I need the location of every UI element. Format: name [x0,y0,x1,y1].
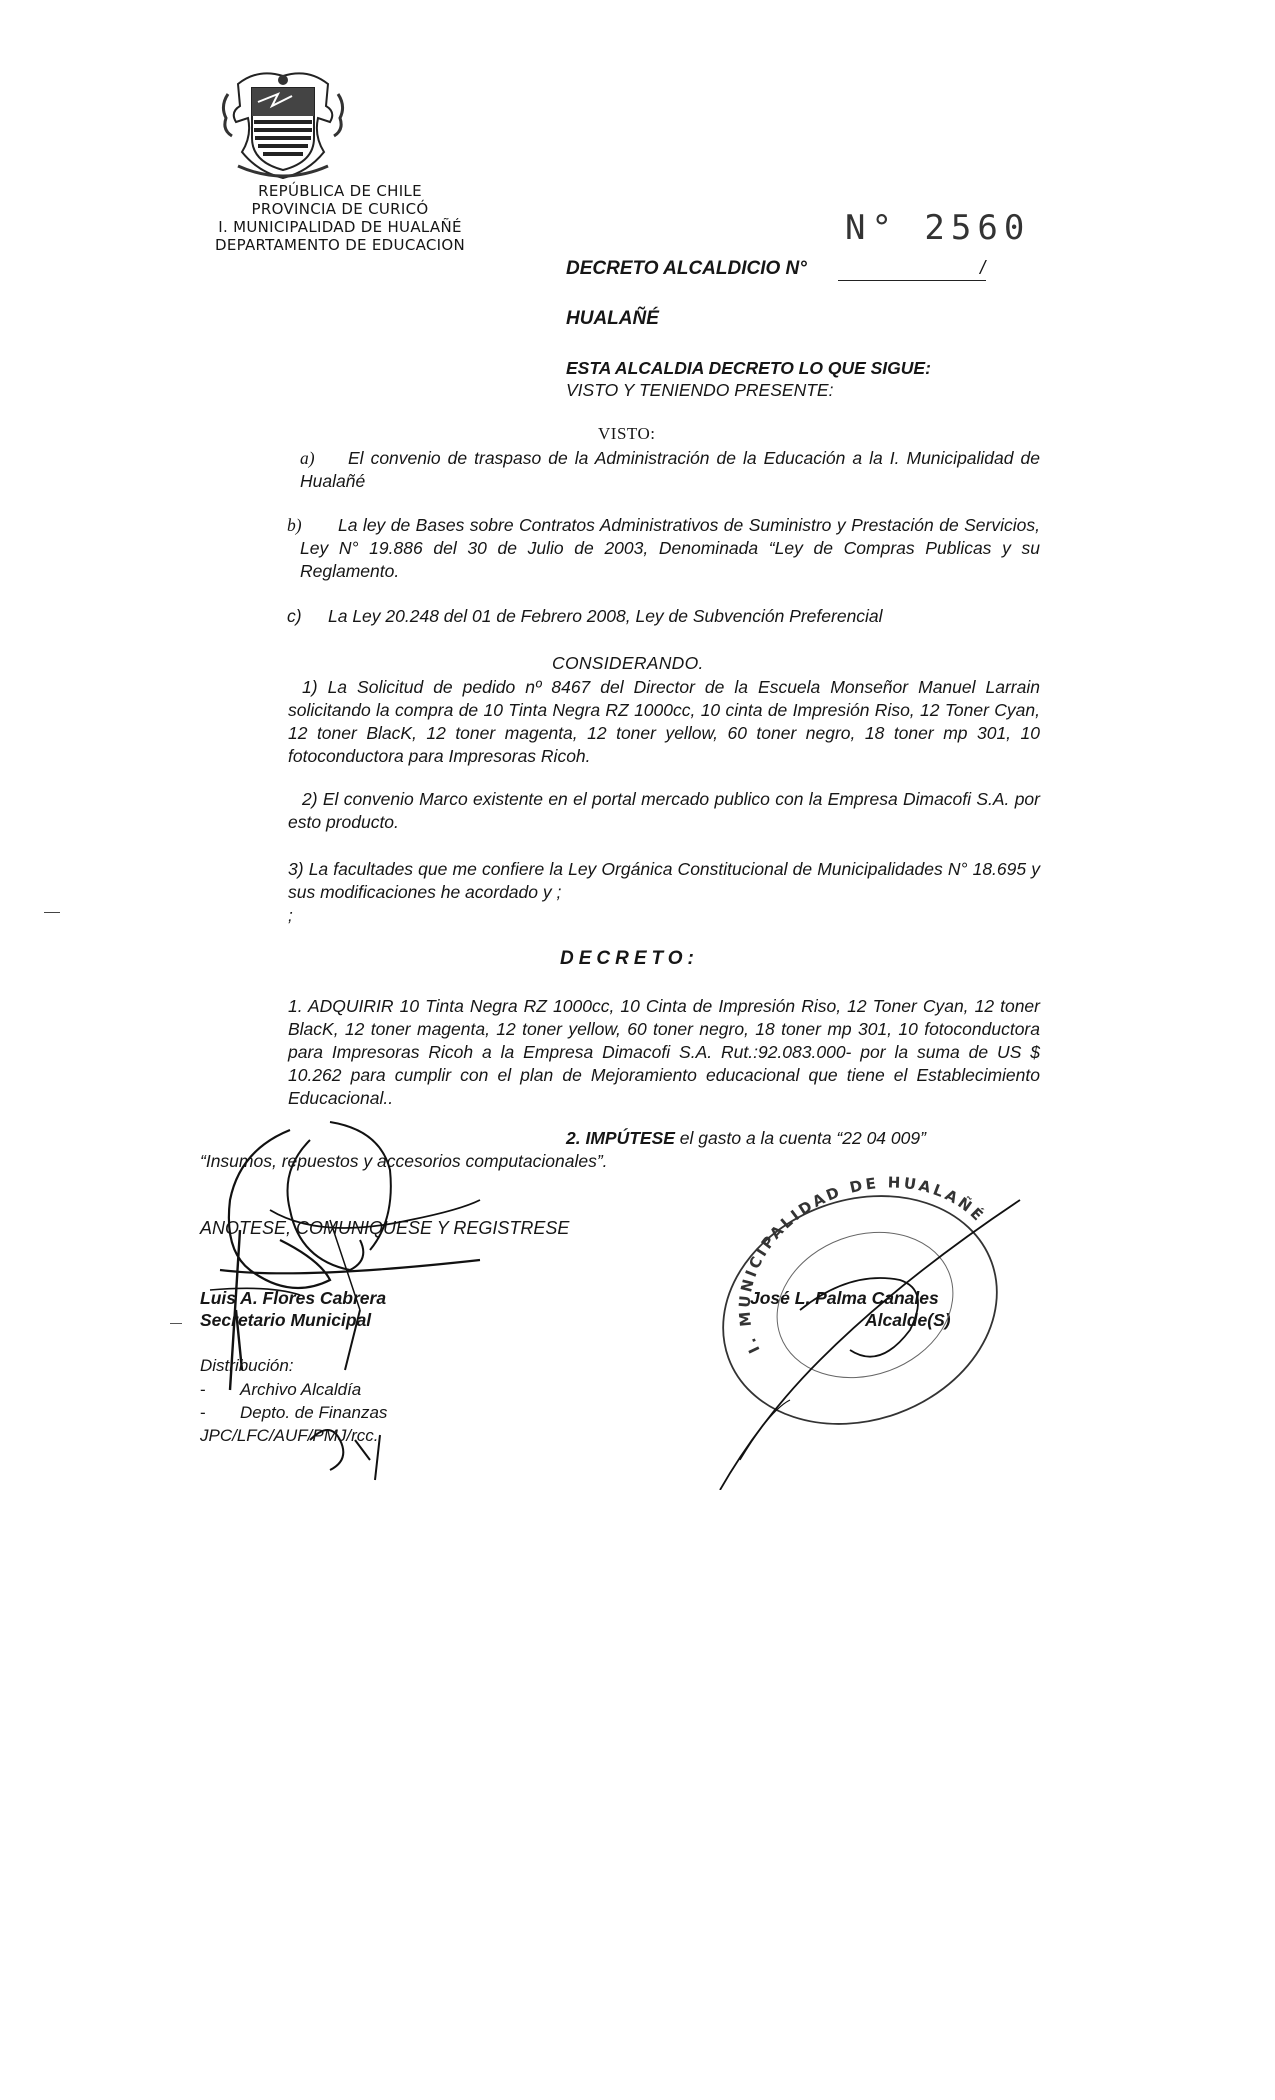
decree-number-line [838,280,986,281]
visto-item-c-text: La Ley 20.248 del 01 de Febrero 2008, Ley de Subvención Preferencial [328,606,883,626]
decree-slash: / [980,258,986,279]
secretary-signature-icon [180,1110,510,1490]
signatory-left-name: Luis A. Flores Cabrera [200,1288,387,1308]
considerando-item-1: 1) La Solicitud de pedido nº 8467 del Director de la Escuela Monseñor Manuel Larrain solicitando la compra de 10 Tinta Negra RZ 1000cc, 10 cinta de Impresión Riso, 12 Toner Cyan, 12 toner BlacK, 12 toner magenta, 12 toner yellow, 60 toner negro, 18 toner mp 301, 10 fotoconductora para Impresoras Ricoh. [288,677,1040,766]
decreto-item-1: 1. ADQUIRIR 10 Tinta Negra RZ 1000cc, 10 Cinta de Impresión Riso, 12 Toner Cyan, 12 toner BlacK, 12 toner magenta, 12 toner yellow, 60 toner negro, 18 toner mp 301, 10 fotoconductora para Impresoras Ricoh a la Empresa Dimacofi S.A. Rut.:92.083.000- por la suma de US $ 10.262 para cumplir con el plan de Mejoramiento educacional que tiene el Establecimiento Educacional.. [288,996,1040,1108]
distribution-item-label: Archivo Alcaldía [240,1380,362,1399]
signatory-right-title: Alcalde(S) [865,1310,951,1330]
header-country: REPÚBLICA DE CHILE [258,182,422,200]
seal-text: I. MUNICIPALIDAD DE HUALAÑÉ [735,1173,989,1357]
decree-number-stamp: N° 2560 [845,208,1031,248]
decreto-item-2-line1 [566,1127,1040,1150]
considerando-item-3: 3) La facultades que me confiere la Ley Orgánica Constitucional de Municipalidades N° 18.695 y sus modificaciones he acordado y ; [288,859,1040,902]
svg-text:I. MUNICIPALIDAD DE HUALAÑÉ [735,1173,989,1356]
distribution-heading: Distribución: [200,1356,294,1375]
decreto-item-2-number: 2. IMPÚTESE [566,1128,675,1148]
decree-place: HUALAÑÉ [566,308,659,329]
distribution-item-label: Depto. de Finanzas [240,1403,388,1422]
margin-mark [44,912,60,913]
decree-title: DECRETO ALCALDICIO N° [566,258,807,279]
visto-item-a-text: El convenio de traspaso de la Administración de la Educación a la I. Municipalidad de Hualañé [300,448,1040,491]
decreto-item-2-line2: “Insumos, repuestos y accesorios computacionales”. [200,1151,608,1171]
visto-item-b-marker: b) [287,515,302,535]
decree-intro-line1: ESTA ALCALDIA DECRETO LO QUE SIGUE: [566,358,931,378]
considerando-trailing-mark: ; [288,906,293,925]
decreto-item-2-rest: el gasto a la cuenta “22 04 009” [674,1128,926,1148]
decree-intro-line2: VISTO Y TENIENDO PRESENTE: [566,380,834,400]
closing-formula: ANOTESE, COMUNIQUESE Y REGISTRESE [200,1218,570,1238]
decreto-heading: DECRETO: [560,948,699,969]
visto-heading: VISTO: [598,424,656,443]
municipal-crest-icon [218,66,348,184]
header-province: PROVINCIA DE CURICÓ [251,200,429,218]
visto-item-a-marker: a) [300,448,315,468]
visto-item-c-marker: c) [287,606,302,626]
header-municipality: I. MUNICIPALIDAD DE HUALAÑÉ [218,218,462,236]
visto-item-b-text: La ley de Bases sobre Contratos Administrativos de Suministro y Prestación de Servicios, Ley N° 19.886 del 30 de Julio de 2003, Denominada “Ley de Compras Publicas y su Reglamento. [300,515,1040,581]
distribution-dash: - [200,1403,206,1422]
municipal-seal-icon [700,1160,1040,1490]
signatory-right-name: José L. Palma Canales [750,1288,939,1308]
distribution-dash: - [200,1380,206,1399]
considerando-heading: CONSIDERANDO. [552,653,704,673]
signatory-left-title: Secretario Municipal [200,1310,372,1330]
considerando-item-2: 2) El convenio Marco existente en el portal mercado publico con la Empresa Dimacofi S.A. por esto producto. [288,789,1040,832]
header-department: DEPARTAMENTO DE EDUCACION [214,236,466,254]
distribution-initials: JPC/LFC/AUF/PMJ/rcc. [200,1426,379,1445]
